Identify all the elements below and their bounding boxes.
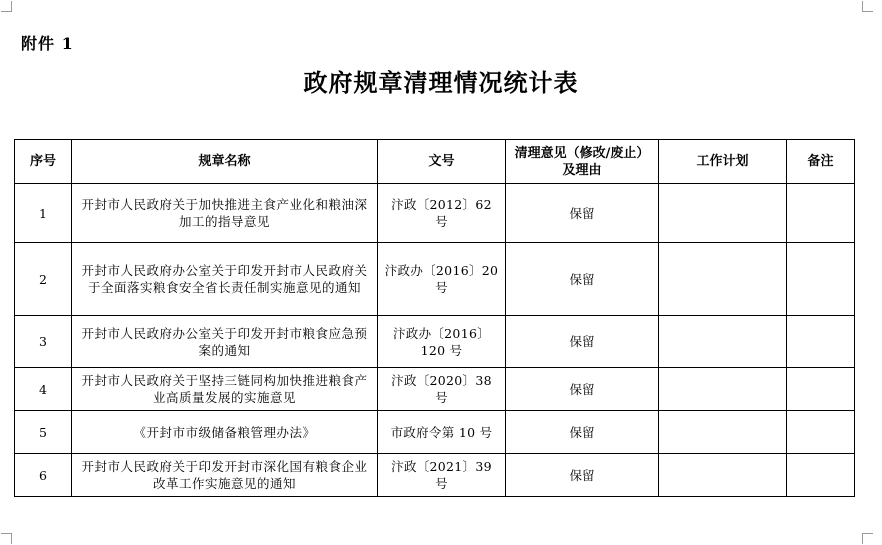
crop-mark-top-right — [862, 1, 873, 12]
table-header-row — [15, 140, 855, 184]
table-row — [15, 411, 855, 454]
cell-remark — [787, 454, 855, 497]
cell-docno: 市政府令第 10 号 — [378, 411, 506, 454]
table-row — [15, 184, 855, 243]
cell-docno: 汴政〔2020〕38 号 — [378, 368, 506, 411]
cell-docno: 汴政办〔2016〕20 号 — [378, 243, 506, 316]
cell-plan — [659, 184, 787, 243]
header-docno: 文号 — [378, 140, 506, 184]
cell-plan — [659, 368, 787, 411]
header-plan: 工作计划 — [659, 140, 787, 184]
cell-seq: 3 — [15, 316, 72, 368]
cell-opinion: 保留 — [506, 368, 659, 411]
cell-seq: 6 — [15, 454, 72, 497]
cell-remark — [787, 411, 855, 454]
cell-seq: 4 — [15, 368, 72, 411]
cell-seq: 2 — [15, 243, 72, 316]
cell-name: 《开封市市级储备粮管理办法》 — [72, 411, 378, 454]
cell-plan — [659, 243, 787, 316]
cell-name: 开封市人民政府办公室关于印发开封市粮食应急预案的通知 — [72, 316, 378, 368]
cell-remark — [787, 243, 855, 316]
cell-name: 开封市人民政府关于坚持三链同构加快推进粮食产业高质量发展的实施意见 — [72, 368, 378, 411]
page-title: 政府规章清理情况统计表 — [303, 68, 579, 97]
cell-opinion: 保留 — [506, 243, 659, 316]
table-row — [15, 368, 855, 411]
cell-plan — [659, 454, 787, 497]
cell-remark — [787, 316, 855, 368]
cell-seq: 1 — [15, 184, 72, 243]
regulation-table — [14, 139, 855, 497]
attachment-label: 附件 1 — [21, 34, 74, 53]
cell-remark — [787, 184, 855, 243]
header-seq: 序号 — [15, 140, 72, 184]
cell-seq: 5 — [15, 411, 72, 454]
cell-docno: 汴政〔2012〕62 号 — [378, 184, 506, 243]
header-remark: 备注 — [787, 140, 855, 184]
cell-plan — [659, 316, 787, 368]
crop-mark-top-left — [1, 1, 12, 12]
cell-plan — [659, 411, 787, 454]
crop-mark-bottom-left — [1, 533, 12, 544]
table-row — [15, 316, 855, 368]
cell-docno: 汴政办〔2016〕120 号 — [378, 316, 506, 368]
cell-opinion: 保留 — [506, 411, 659, 454]
cell-name: 开封市人民政府办公室关于印发开封市人民政府关于全面落实粮食安全省长责任制实施意见的通知 — [72, 243, 378, 316]
table-row — [15, 243, 855, 316]
cell-name: 开封市人民政府关于加快推进主食产业化和粮油深加工的指导意见 — [72, 184, 378, 243]
cell-remark — [787, 368, 855, 411]
table-row — [15, 454, 855, 497]
cell-opinion: 保留 — [506, 454, 659, 497]
header-name: 规章名称 — [72, 140, 378, 184]
cell-docno: 汴政〔2021〕39 号 — [378, 454, 506, 497]
cell-name: 开封市人民政府关于印发开封市深化国有粮食企业改革工作实施意见的通知 — [72, 454, 378, 497]
header-opinion: 清理意见（修改/废止）及理由 — [506, 140, 659, 184]
cell-opinion: 保留 — [506, 316, 659, 368]
cell-opinion: 保留 — [506, 184, 659, 243]
crop-mark-bottom-right — [862, 533, 873, 544]
